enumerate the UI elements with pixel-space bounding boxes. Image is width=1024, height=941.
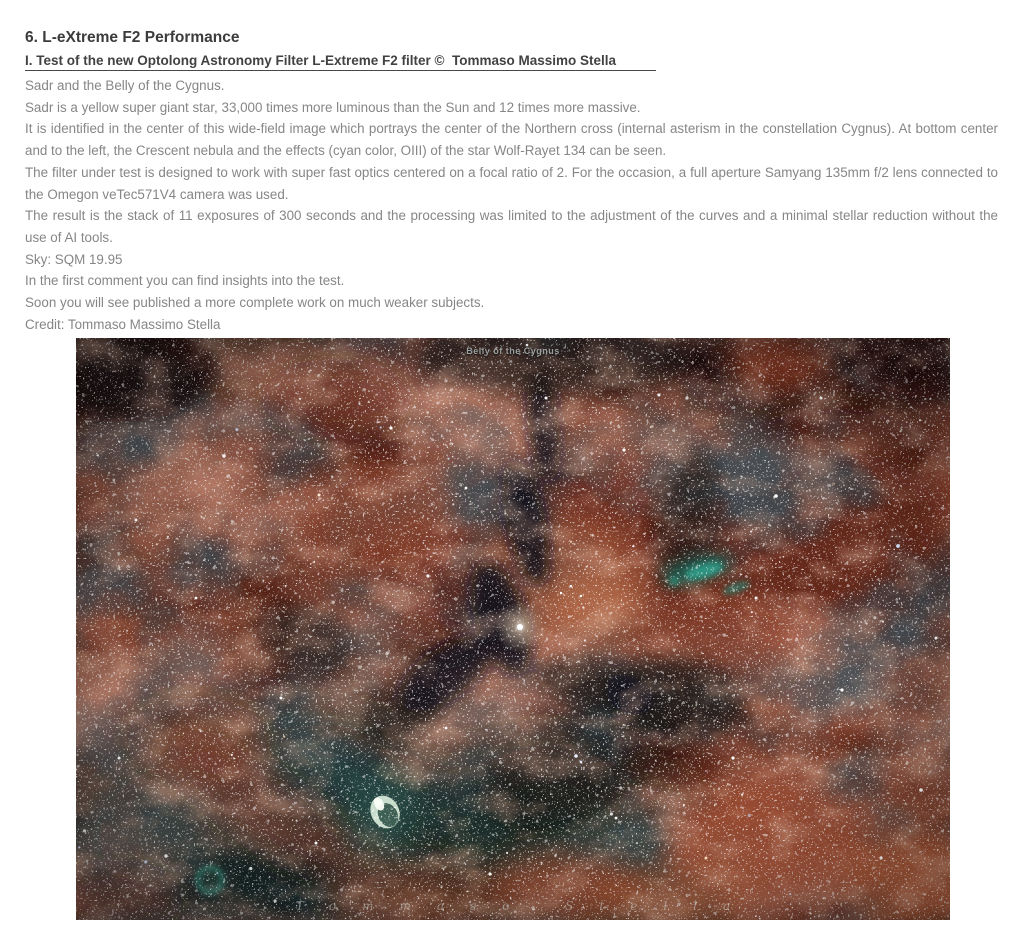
nebula-image: [76, 338, 950, 920]
post-title: [25, 52, 999, 71]
paragraph: Soon you will see published a more complete work on much weaker subjects.: [25, 295, 485, 311]
astrophoto-cygnus: [76, 338, 950, 920]
section-heading: 6. L-eXtreme F2 Performance: [25, 29, 240, 46]
paragraph: Sky: SQM 19.95: [25, 251, 123, 267]
photo-watermark: Tommaso Stella: [295, 899, 757, 914]
photo-label: Belly of the Cygnus: [466, 346, 560, 357]
paragraph: Sadr and the Belly of the Cygnus.: [25, 78, 225, 93]
paragraph: Credit: Tommaso Massimo Stella: [25, 316, 221, 332]
post-title-text: I. Test of the new Optolong Astronomy Filter L-Extreme F2 filter © Tommaso Massimo Stella: [25, 52, 656, 71]
paragraph: The result is the stack of 11 exposures of 300 seconds and the processing was limited to the adjustment of the curves and a minimal stellar reduction without the use of AI tools.: [25, 208, 998, 245]
paragraph: The filter under test is designed to work with super fast optics centered on a focal ratio of 2. For the occasion, a full aperture Samyang 135mm f/2 lens connected to the Omegon veTec571V4 camera was used.: [25, 164, 998, 202]
paragraph: It is identified in the center of this wide-field image which portrays the center of the Northern cross (internal asterism in the constellation Cygnus). At bottom center and to the left, the Crescent nebula and the effects (cyan color, OIII) of the star Wolf-Rayet 134 can be seen.: [25, 121, 998, 159]
paragraph: Sadr is a yellow super giant star, 33,000 times more luminous than the Sun and 12 times more massive.: [25, 99, 641, 115]
paragraph: In the first comment you can find insights into the test.: [25, 273, 345, 289]
